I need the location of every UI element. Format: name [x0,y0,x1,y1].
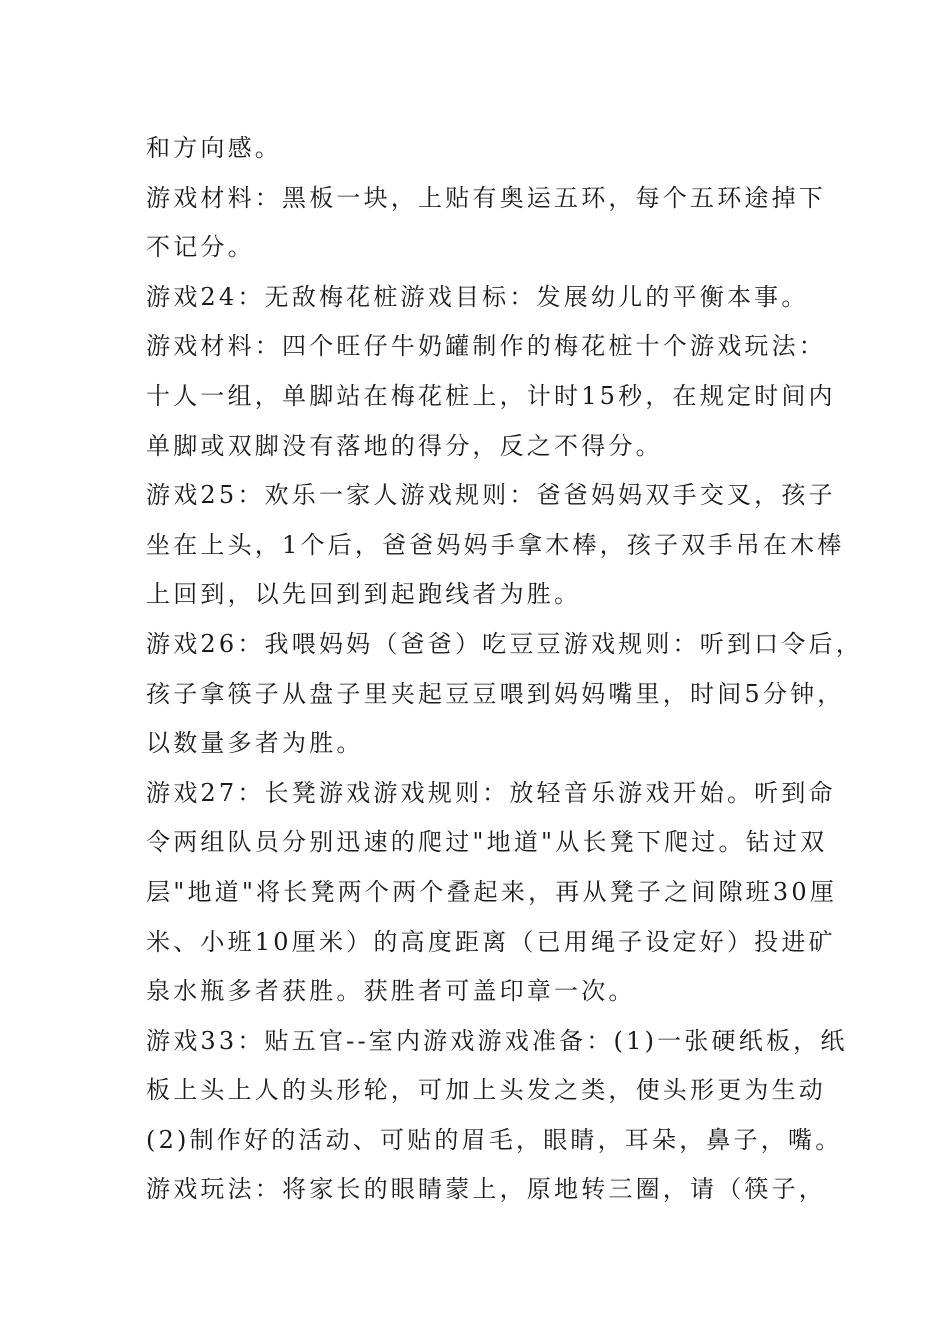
text-line: 层"地道"将长凳两个两个叠起来，再从凳子之间隙班30厘 [146,877,838,906]
text-line: 上回到，以先回到到起跑线者为胜。 [146,580,582,609]
text-line: 游戏24：无敌梅花桩游戏目标：发展幼儿的平衡本事。 [146,282,809,311]
text-line: 游戏玩法：将家长的眼睛蒙上，原地转三圈，请（筷子， [146,1175,826,1204]
text-line: 和方向感。 [146,134,282,162]
text-line: 孩子拿筷子从盘子里夹起豆豆喂到妈妈嘴里，时间5分钟， [146,679,845,708]
text-line: 以数量多者为胜。 [146,729,364,758]
text-line: 十人一组，单脚站在梅花桩上，计时15秒，在规定时间内 [146,381,836,410]
text-line: 泉水瓶多者获胜。获胜者可盖印章一次。 [146,977,636,1006]
text-line: 游戏材料：四个旺仔牛奶罐制作的梅花桩十个游戏玩法： [146,332,826,361]
text-line: 米、小班10厘米）的高度距离（已用绳子设定好）投进矿 [146,927,836,956]
text-line: 不记分。 [146,233,255,262]
text-line: 令两组队员分别迅速的爬过"地道"从长凳下爬过。钻过双 [146,828,828,857]
text-line: 坐在上头，1个后，爸爸妈妈手拿木棒，孩子双手吊在木棒 [146,530,845,559]
text-line: 游戏25：欢乐一家人游戏规则：爸爸妈妈双手交叉，孩子 [146,481,836,510]
text-line: 游戏26：我喂妈妈（爸爸）吃豆豆游戏规则：听到口令后， [146,629,863,658]
text-line: 游戏材料：黑板一块，上贴有奥运五环，每个五环途掉下 [146,183,826,212]
text-line: (2)制作好的活动、可贴的眉毛，眼睛，耳朵，鼻子，嘴。 [146,1125,843,1154]
text-line: 游戏27：长凳游戏游戏规则：放轻音乐游戏开始。听到命 [146,778,836,807]
text-line: 单脚或双脚没有落地的得分，反之不得分。 [146,431,663,460]
document-body [146,124,863,1215]
text-line: 游戏33：贴五官--室内游戏游戏准备：(1)一张硬纸板，纸 [146,1026,848,1055]
text-line: 板上头上人的头形轮，可加上头发之类，使头形更为生动 [146,1076,826,1105]
